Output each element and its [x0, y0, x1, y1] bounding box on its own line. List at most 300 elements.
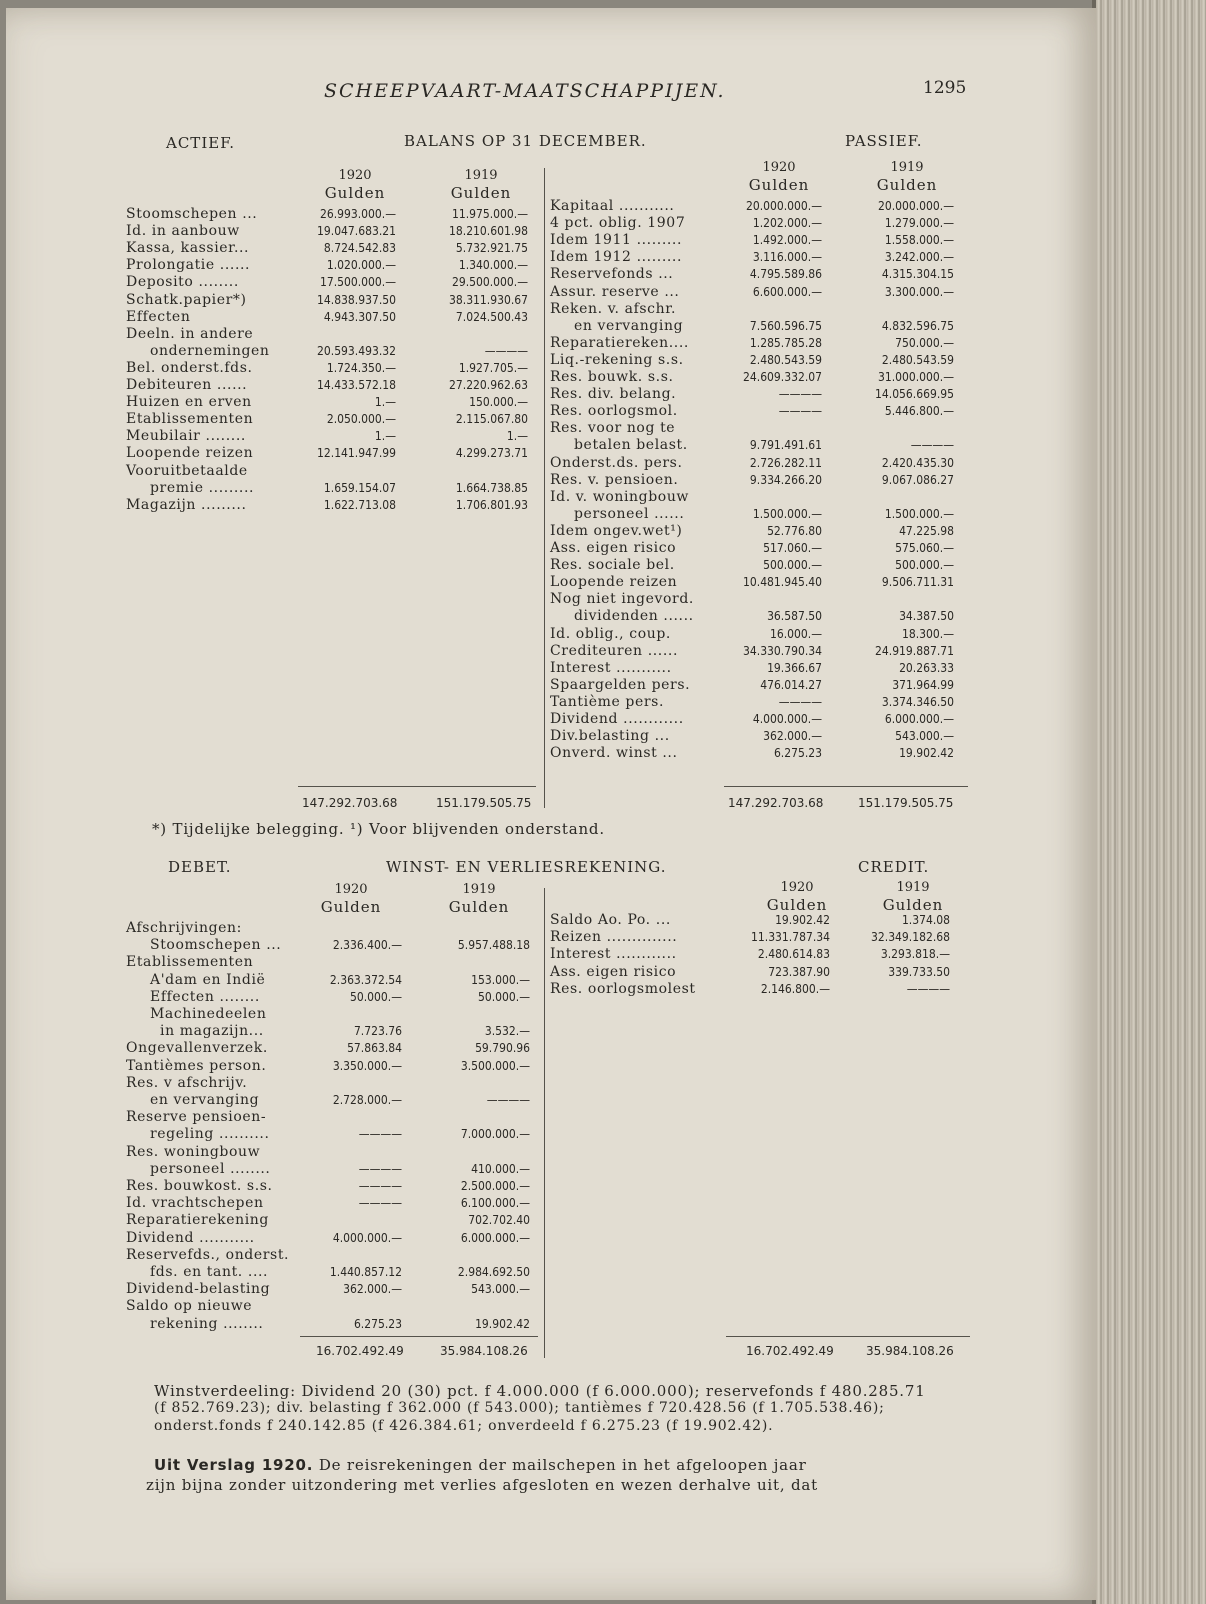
actief-row	[126, 206, 536, 223]
debet-value-1920: 3.350.000.—	[332, 1058, 402, 1073]
passief-value-1919: 543.000.—	[895, 729, 954, 744]
debet-value-1920: 7.723.76	[353, 1024, 402, 1039]
passief-heading: PASSIEF.	[845, 132, 923, 150]
passief-row	[550, 249, 970, 266]
credit-label: Interest ............	[550, 946, 677, 963]
credit-value-1920: 11.331.787.34	[751, 930, 830, 945]
actief-label: Id. in aanbouw	[126, 223, 240, 240]
passief-value-1920: 2.480.543.59	[749, 352, 822, 367]
passief-value-1919: 34.387.50	[899, 609, 954, 624]
actief-value-1920: 14.433.572.18	[317, 378, 396, 392]
debet-row	[126, 1040, 536, 1057]
debet-label: Machinedeelen	[150, 1006, 267, 1022]
passief-value-1920: 4.000.000.—	[752, 712, 822, 726]
passief-value-1920: 9.791.491.61	[749, 438, 822, 453]
passief-value-1920: 10.481.945.40	[743, 575, 822, 590]
passief-unit-1920: Gulden	[748, 176, 810, 194]
credit-row	[550, 946, 970, 963]
debet-label: Dividend ...........	[126, 1229, 255, 1246]
passief-label: Res. div. belang.	[550, 386, 677, 403]
passief-label: Res. v. pensioen.	[550, 471, 679, 488]
actief-label: Magazijn .........	[126, 496, 247, 513]
debet-label: regeling ..........	[150, 1126, 270, 1143]
credit-total-rule	[726, 1336, 970, 1337]
debet-label: Reservefds., onderst.	[126, 1246, 290, 1263]
passief-year-1920: 1920	[762, 160, 796, 175]
actief-label: ondernemingen	[150, 342, 270, 359]
debet-value-1920: 362.000.—	[343, 1282, 402, 1297]
passief-row	[550, 523, 970, 540]
actief-value-1919: 38.311.930.67	[449, 292, 528, 307]
passief-label: Reken. v. afschr.	[550, 300, 677, 317]
passief-value-1920: 362.000.—	[763, 729, 822, 744]
passief-row	[550, 506, 970, 523]
debet-year-1920: 1920	[334, 882, 368, 897]
passief-label: en vervanging	[574, 317, 684, 334]
passief-label: Interest ...........	[550, 659, 672, 676]
actief-row	[126, 257, 536, 274]
debet-value-1919: 2.984.692.50	[457, 1265, 530, 1279]
actief-value-1919: 1.—	[506, 429, 528, 444]
passief-label: Idem ongev.wet¹)	[550, 522, 683, 539]
passief-label: dividenden ......	[574, 608, 694, 625]
passief-row	[550, 643, 970, 660]
debet-label: Effecten ........	[150, 988, 260, 1005]
actief-label: Stoomschepen ...	[126, 206, 258, 222]
debet-value-1920: 50.000.—	[350, 989, 402, 1004]
actief-value-1920: 1.—	[374, 395, 396, 410]
passief-label: betalen belast.	[574, 437, 688, 454]
debet-row	[126, 954, 536, 971]
debet-value-1920: ————	[358, 1179, 402, 1193]
passief-total-1920: 147.292.703.68	[728, 796, 824, 810]
passief-value-1920: 7.560.596.75	[749, 318, 822, 333]
actief-value-1920: 4.943.307.50	[323, 309, 396, 324]
passief-value-1919: 575.060.—	[895, 541, 954, 555]
debet-year-1919: 1919	[462, 882, 496, 897]
debet-value-1919: 702.702.40	[468, 1213, 530, 1228]
debet-row	[126, 1264, 536, 1281]
passief-value-1919: 6.000.000.—	[884, 712, 954, 726]
actief-row	[126, 240, 536, 257]
passief-row	[550, 608, 970, 625]
balans-heading: BALANS OP 31 DECEMBER.	[404, 132, 647, 150]
debet-row	[126, 1023, 536, 1040]
debet-row	[126, 972, 536, 989]
passief-year-1919: 1919	[890, 160, 924, 175]
passief-value-1919: 9.506.711.31	[881, 575, 954, 590]
passief-label: Res. oorlogsmol.	[550, 403, 678, 420]
passief-row	[550, 335, 970, 352]
passief-value-1919: 500.000.—	[895, 558, 954, 573]
credit-label: Reizen ..............	[550, 929, 678, 946]
page-number: 1295	[923, 78, 967, 98]
book-page	[6, 8, 1096, 1600]
debet-label: Res. v afschrijv.	[126, 1074, 248, 1091]
debet-value-1919: ————	[486, 1093, 530, 1107]
debet-label: Reparatierekening	[126, 1212, 269, 1229]
credit-row	[550, 912, 970, 929]
debet-value-1919: 59.790.96	[475, 1041, 530, 1056]
passief-value-1919: 24.919.887.71	[875, 643, 954, 658]
actief-label: Kassa, kassier...	[126, 240, 250, 257]
passief-label: Assur. reserve ...	[550, 283, 680, 300]
debet-value-1919: 5.957.488.18	[457, 938, 530, 953]
actief-value-1920: 8.724.542.83	[323, 241, 396, 256]
actief-label: Vooruitbetaalde	[126, 462, 248, 479]
debet-value-1920: ————	[358, 1196, 402, 1211]
passief-value-1919: 4.832.596.75	[881, 318, 954, 333]
actief-row	[126, 223, 536, 240]
debet-label: Stoomschepen ...	[150, 937, 282, 954]
debet-row	[126, 1144, 536, 1161]
actief-value-1919: 2.115.067.80	[455, 412, 528, 427]
passief-value-1920: 1.285.785.28	[749, 335, 822, 350]
actief-label: Prolongatie ......	[126, 257, 251, 274]
debet-row	[126, 1075, 536, 1092]
credit-value-1920: 2.146.800.—	[760, 981, 830, 996]
actief-row	[126, 309, 536, 326]
passief-label: Idem 1912 .........	[550, 249, 683, 266]
passief-label: Liq.-rekening s.s.	[550, 351, 684, 368]
passief-label: Kapitaal ...........	[550, 198, 675, 214]
credit-value-1919: 1.374.08	[901, 913, 950, 927]
passief-value-1919: 1.279.000.—	[884, 216, 954, 231]
passief-row	[550, 574, 970, 591]
actief-unit-1919: Gulden	[450, 184, 512, 202]
debet-row	[126, 1298, 536, 1315]
passief-label: Div.belasting ...	[550, 728, 670, 745]
debet-row	[126, 1281, 536, 1298]
actief-value-1919: 29.500.000.—	[451, 275, 528, 290]
passief-value-1920: 16.000.—	[770, 626, 822, 641]
debet-value-1919: 153.000.—	[471, 972, 530, 987]
actief-value-1920: 1.659.154.07	[323, 480, 396, 495]
passief-value-1919: 3.242.000.—	[884, 250, 954, 265]
passief-label: personeel ......	[574, 505, 685, 522]
actief-year-1920: 1920	[338, 168, 372, 183]
passief-row	[550, 489, 970, 506]
passief-value-1920: 500.000.—	[763, 558, 822, 573]
credit-label: Ass. eigen risico	[550, 963, 677, 980]
passief-value-1919: 3.300.000.—	[884, 284, 954, 299]
passief-row	[550, 626, 970, 643]
actief-value-1920: 17.500.000.—	[319, 275, 396, 290]
passief-value-1920: 9.334.266.20	[749, 472, 822, 487]
actief-label: Deeln. in andere	[126, 325, 254, 342]
credit-row	[550, 929, 970, 946]
debet-value-1919: 7.000.000.—	[460, 1127, 530, 1142]
debet-label: Saldo op nieuwe	[126, 1298, 253, 1315]
debet-label: Tantièmes person.	[126, 1057, 267, 1074]
debet-label: Reserve pensioen-	[126, 1109, 267, 1126]
passief-value-1919: 1.500.000.—	[884, 506, 954, 521]
passief-label: Res. voor nog te	[550, 420, 676, 437]
verslag-line2: zijn bijna zonder uitzondering met verlies afgesloten en wezen derhalve uit, dat	[146, 1476, 818, 1494]
actief-label: Bel. onderst.fds.	[126, 359, 253, 376]
debet-value-1919: 6.000.000.—	[460, 1230, 530, 1245]
debet-row	[126, 1109, 536, 1126]
actief-total-1920: 147.292.703.68	[302, 796, 398, 810]
passief-value-1919: 750.000.—	[895, 335, 954, 350]
passief-row	[550, 677, 970, 694]
passief-value-1919: 371.964.99	[892, 677, 954, 692]
actief-value-1920: 2.050.000.—	[326, 412, 396, 427]
credit-value-1920: 2.480.614.83	[757, 947, 830, 962]
credit-total-1920: 16.702.492.49	[746, 1344, 834, 1358]
passief-label: Nog niet ingevord.	[550, 591, 694, 608]
debet-label: fds. en tant. ....	[150, 1264, 269, 1280]
debet-row	[126, 1161, 536, 1178]
debet-value-1920: ————	[358, 1127, 402, 1142]
credit-total-1919: 35.984.108.26	[866, 1344, 954, 1358]
debet-value-1919: 6.100.000.—	[460, 1196, 530, 1211]
actief-label: Loopende reizen	[126, 445, 254, 462]
passief-label: 4 pct. oblig. 1907	[550, 215, 686, 232]
actief-row	[126, 360, 536, 377]
debet-label: Etablissementen	[126, 954, 254, 971]
actief-row	[126, 326, 536, 343]
debet-value-1920: 4.000.000.—	[332, 1230, 402, 1245]
passief-label: Tantième pers.	[550, 693, 664, 710]
passief-row	[550, 318, 970, 335]
debet-value-1919: 410.000.—	[471, 1161, 530, 1176]
actief-value-1919: 11.975.000.—	[451, 207, 528, 221]
page-edges	[1096, 0, 1206, 1604]
actief-label: Meubilair ........	[126, 428, 246, 445]
debet-label: personeel ........	[150, 1160, 271, 1177]
credit-label: Saldo Ao. Po. ...	[550, 912, 671, 928]
actief-total-1919: 151.179.505.75	[436, 796, 532, 810]
debet-value-1920: 6.275.23	[353, 1316, 402, 1331]
debet-value-1919: 19.902.42	[475, 1316, 530, 1331]
actief-value-1919: 7.024.500.43	[455, 309, 528, 324]
actief-value-1919: 27.220.962.63	[449, 378, 528, 392]
actief-label: Huizen en erven	[126, 394, 252, 411]
passief-value-1920: 517.060.—	[763, 541, 822, 555]
debet-label: Res. woningbouw	[126, 1143, 261, 1160]
passief-value-1920: 1.202.000.—	[752, 216, 822, 231]
actief-row	[126, 411, 536, 428]
passief-row	[550, 232, 970, 249]
credit-year-1920: 1920	[780, 880, 814, 895]
credit-row	[550, 981, 970, 998]
actief-value-1920: 12.141.947.99	[317, 446, 396, 461]
credit-label: Res. oorlogsmolest	[550, 980, 696, 997]
passief-value-1920: 6.275.23	[773, 746, 822, 761]
credit-row	[550, 964, 970, 981]
passief-value-1919: 9.067.086.27	[881, 472, 954, 487]
passief-label: Onverd. winst ...	[550, 745, 678, 762]
passief-label: Crediteuren ......	[550, 642, 679, 659]
debet-value-1920: 2.363.372.54	[329, 972, 402, 987]
credit-heading: CREDIT.	[858, 858, 930, 876]
credit-value-1920: 19.902.42	[775, 913, 830, 927]
passief-label: Idem 1911 .........	[550, 232, 683, 249]
passief-label: Spaargelden pers.	[550, 676, 691, 693]
passief-value-1920: 52.776.80	[767, 523, 822, 538]
passief-label: Reservefonds ...	[550, 266, 674, 283]
passief-row	[550, 540, 970, 557]
passief-value-1919: 47.225.98	[899, 523, 954, 538]
debet-value-1919: 2.500.000.—	[460, 1179, 530, 1193]
passief-value-1920: ————	[778, 404, 822, 419]
passief-value-1919: 31.000.000.—	[877, 370, 954, 384]
actief-total-rule	[298, 786, 536, 787]
passief-value-1920: 24.609.332.07	[743, 370, 822, 384]
actief-label: Deposito ........	[126, 274, 239, 291]
debet-value-1920: 57.863.84	[347, 1041, 402, 1056]
passief-value-1919: 19.902.42	[899, 746, 954, 761]
passief-row	[550, 591, 970, 608]
debet-value-1919: 3.500.000.—	[460, 1058, 530, 1073]
debet-value-1920: 2.728.000.—	[332, 1093, 402, 1107]
passief-value-1920: 4.795.589.86	[749, 267, 822, 282]
passief-row	[550, 352, 970, 369]
passief-row	[550, 660, 970, 677]
debet-row	[126, 937, 536, 954]
passief-row	[550, 694, 970, 711]
passief-row	[550, 403, 970, 420]
debet-label: rekening ........	[150, 1315, 264, 1332]
actief-label: Schatk.papier*)	[126, 291, 247, 308]
credit-value-1920: 723.387.90	[768, 964, 830, 979]
actief-row	[126, 343, 536, 360]
actief-row	[126, 428, 536, 445]
passief-value-1919: 5.446.800.—	[884, 404, 954, 419]
debet-label: A'dam en Indië	[150, 971, 266, 988]
passief-row	[550, 557, 970, 574]
wv-heading: WINST- EN VERLIESREKENING.	[386, 858, 667, 876]
debet-row	[126, 920, 536, 937]
actief-value-1919: ————	[484, 343, 528, 358]
actief-value-1919: 4.299.273.71	[455, 446, 528, 461]
actief-value-1919: 5.732.921.75	[455, 241, 528, 256]
verslag-text1: De reisrekeningen der mailschepen in het afgeloopen jaar	[318, 1456, 807, 1474]
passief-row	[550, 711, 970, 728]
debet-total-1920: 16.702.492.49	[316, 1344, 404, 1358]
passief-value-1920: ————	[778, 387, 822, 402]
balans-center-rule	[544, 168, 545, 808]
debet-label: Ongevallenverzek.	[126, 1040, 268, 1057]
debet-value-1920: 1.440.857.12	[329, 1265, 402, 1279]
passief-label: Id. oblig., coup.	[550, 625, 671, 642]
credit-unit-1920: Gulden	[766, 896, 828, 914]
actief-value-1919: 150.000.—	[469, 395, 528, 410]
credit-value-1919: 3.293.818.—	[880, 947, 950, 962]
actief-value-1919: 18.210.601.98	[449, 224, 528, 239]
actief-row	[126, 480, 536, 497]
passief-value-1919: 20.000.000.—	[877, 199, 954, 213]
passief-row	[550, 472, 970, 489]
verslag-heading: Uit Verslag 1920.	[154, 1456, 314, 1474]
actief-value-1919: 1.340.000.—	[458, 258, 528, 273]
actief-row	[126, 463, 536, 480]
debet-row	[126, 1316, 536, 1333]
passief-value-1919: 14.056.669.95	[875, 387, 954, 402]
passief-row	[550, 437, 970, 454]
winstverdeeling-line1: Winstverdeeling: Dividend 20 (30) pct. f 4.000.000 (f 6.000.000); reservefonds f 480.285.71	[154, 1382, 926, 1400]
passief-row	[550, 455, 970, 472]
actief-year-1919: 1919	[464, 168, 498, 183]
actief-value-1920: 1.—	[374, 429, 396, 444]
passief-row	[550, 386, 970, 403]
verslag-line1	[154, 1456, 807, 1474]
actief-label: Debiteuren ......	[126, 377, 248, 393]
passief-value-1919: 20.263.33	[899, 660, 954, 675]
actief-value-1920: 26.993.000.—	[319, 207, 396, 221]
running-title: SCHEEPVAART-MAATSCHAPPIJEN.	[324, 80, 726, 102]
passief-value-1920: 6.600.000.—	[752, 284, 822, 299]
credit-year-1919: 1919	[896, 880, 930, 895]
passief-label: Res. sociale bel.	[550, 557, 675, 574]
debet-row	[126, 1006, 536, 1023]
passief-row	[550, 369, 970, 386]
debet-row	[126, 1212, 536, 1229]
passief-row	[550, 301, 970, 318]
passief-value-1919: 2.420.435.30	[881, 455, 954, 470]
winstverdeeling-line3: onderst.fonds f 240.142.85 (f 426.384.61; onverdeeld f 6.275.23 (f 19.902.42).	[154, 1418, 774, 1434]
passief-value-1919: 2.480.543.59	[881, 352, 954, 367]
actief-row	[126, 394, 536, 411]
actief-unit-1920: Gulden	[324, 184, 386, 202]
actief-row	[126, 445, 536, 462]
debet-label: Res. bouwkost. s.s.	[126, 1178, 273, 1194]
debet-label: in magazijn...	[160, 1023, 264, 1040]
credit-value-1919: ————	[906, 981, 950, 996]
actief-value-1920: 19.047.683.21	[317, 224, 396, 239]
debet-total-1919: 35.984.108.26	[440, 1344, 528, 1358]
passief-total-rule	[724, 786, 968, 787]
debet-label: Id. vrachtschepen	[126, 1195, 264, 1212]
debet-row	[126, 1092, 536, 1109]
debet-row	[126, 1178, 536, 1195]
actief-row	[126, 377, 536, 394]
passief-row	[550, 284, 970, 301]
debet-row	[126, 1230, 536, 1247]
passief-value-1920: 19.366.67	[767, 660, 822, 675]
debet-label: en vervanging	[150, 1092, 260, 1108]
passief-label: Onderst.ds. pers.	[550, 454, 683, 471]
passief-value-1920: 20.000.000.—	[745, 199, 822, 213]
debet-value-1919: 543.000.—	[471, 1282, 530, 1297]
wv-center-rule	[544, 888, 545, 1358]
passief-value-1919: 4.315.304.15	[881, 267, 954, 282]
debet-row	[126, 1058, 536, 1075]
passief-label: Loopende reizen	[550, 574, 678, 591]
actief-value-1919: 1.664.738.85	[455, 480, 528, 495]
passief-row	[550, 198, 970, 215]
balans-footnote: *) Tijdelijke belegging. ¹) Voor blijvenden onderstand.	[152, 820, 605, 838]
debet-label: Dividend-belasting	[126, 1281, 271, 1298]
passief-value-1919: 1.558.000.—	[884, 233, 954, 248]
debet-total-rule	[300, 1336, 538, 1337]
passief-label: Reparatiereken....	[550, 334, 689, 351]
credit-value-1919: 339.733.50	[888, 964, 950, 979]
debet-label: Afschrijvingen:	[126, 920, 242, 936]
passief-value-1920: 3.116.000.—	[752, 250, 822, 265]
passief-row	[550, 420, 970, 437]
passief-value-1919: ————	[910, 438, 954, 453]
actief-value-1920: 1.020.000.—	[326, 258, 396, 273]
debet-unit-1920: Gulden	[320, 898, 382, 916]
passief-value-1920: 36.587.50	[767, 609, 822, 624]
debet-row	[126, 1126, 536, 1143]
actief-value-1920: 14.838.937.50	[317, 292, 396, 307]
passief-row	[550, 745, 970, 762]
passief-label: Id. v. woningbouw	[550, 488, 690, 505]
debet-row	[126, 1195, 536, 1212]
